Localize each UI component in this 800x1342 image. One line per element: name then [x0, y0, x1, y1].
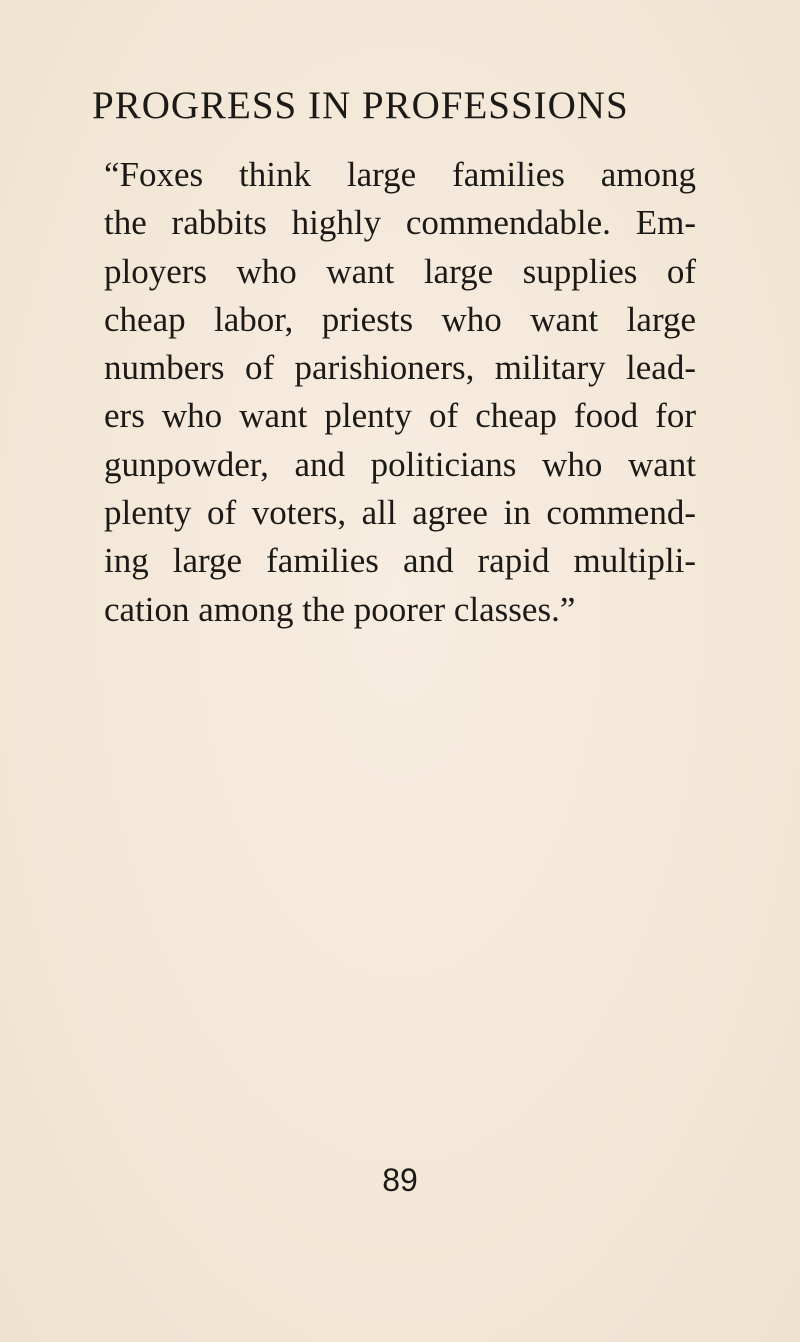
- text-line: plenty of voters, all agree in commend-: [104, 493, 696, 533]
- text-line: the rabbits highly commendable. Em-: [104, 203, 696, 243]
- text-line: ployers who want large supplies of: [104, 251, 696, 291]
- text-line: gunpowder, and politicians who want: [104, 444, 696, 484]
- text-line: ing large families and rapid multipli-: [104, 541, 696, 581]
- page-number: 89: [382, 1162, 418, 1198]
- text-line: numbers of parishioners, military lead-: [104, 348, 696, 388]
- text-line: “Foxes think large families among: [104, 155, 696, 194]
- text-line: cation among the poorer classes.”: [104, 589, 576, 629]
- quote-paragraph: [104, 151, 696, 634]
- text-line: cheap labor, priests who want large: [104, 299, 696, 339]
- text-line: ers who want plenty of cheap food for: [104, 396, 696, 436]
- running-head: PROGRESS IN PROFESSIONS: [92, 84, 629, 127]
